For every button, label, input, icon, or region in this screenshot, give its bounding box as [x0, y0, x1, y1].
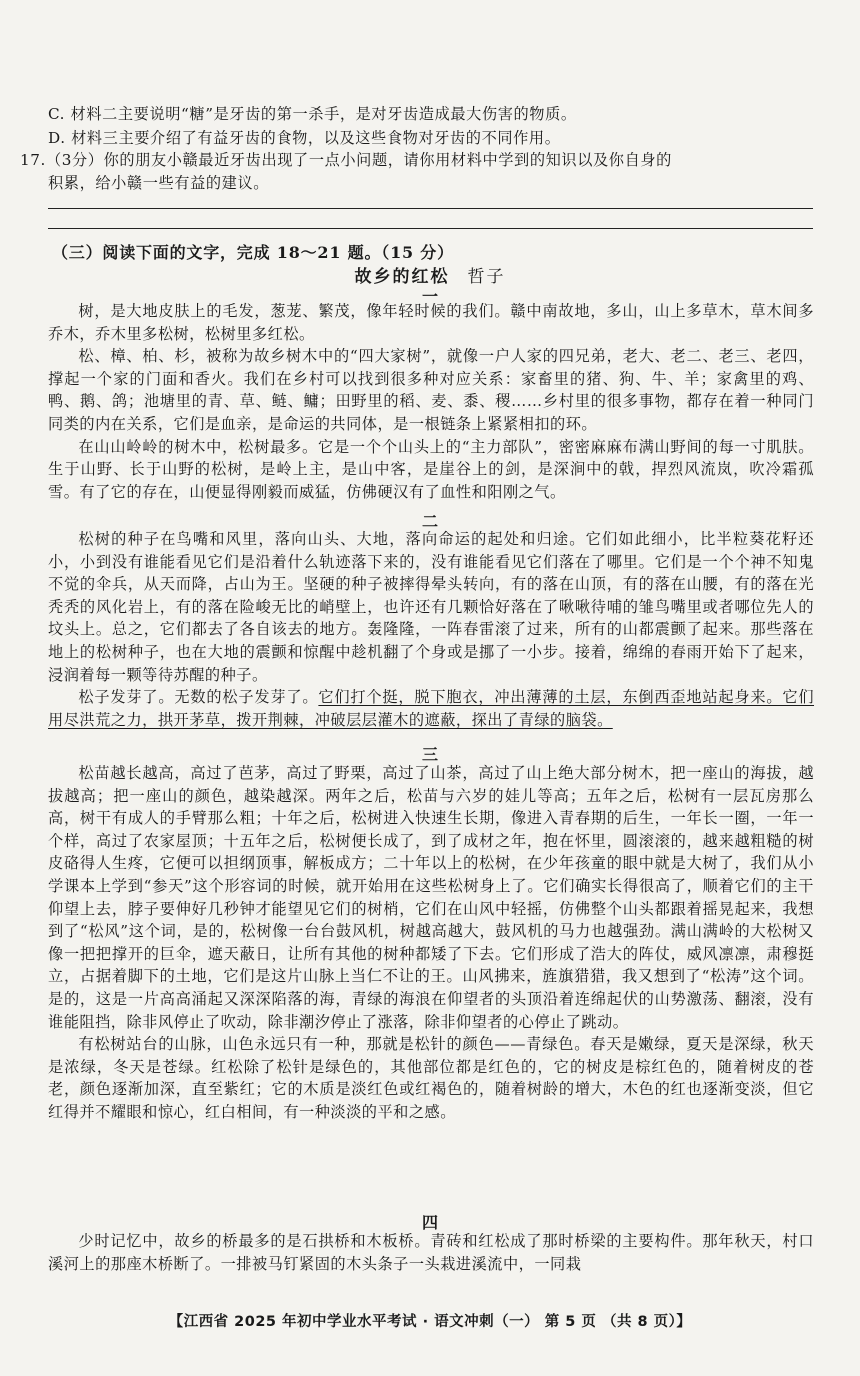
part-3 — [48, 762, 814, 1124]
question-17: 17.（3分）你的朋友小赣最近牙齿出现了一点小问题，请你用材料中学到的知识以及你自身的 — [20, 151, 672, 169]
part-numeral-3: 三 — [421, 745, 438, 764]
paragraph: 少时记忆中，故乡的桥最多的是石拱桥和木板桥。青砖和红松成了那时桥梁的主要构件。那年秋天，村口溪河上的那座木桥断了。一排被马钉紧固的木头条子一头栽进溪流中，一同栽 — [48, 1232, 814, 1273]
paragraph: 松苗越长越高，高过了芭茅，高过了野栗，高过了山茶，高过了山上绝大部分树木，把一座山的海拔，越拔越高；把一座山的颜色，越染越深。两年之后，松苗与六岁的娃儿等高；五年之后，松树有一层瓦房那么高，树干有成人的手臂那么粗；十年之后，松树进入快速生长期，像进入青春期的后生，一年长一圈，一年一个样，高过了农家屋顶；十五年之后，松树便长成了，到了成材之年，抱在怀里，圆滚滚的，越来越粗糙的树皮硌得人生疼，它便可以担纲顶事，解板成方；二十年以上的松树，在少年孩童的眼中就是大树了，我们从小学课本上学到“参天”这个形容词的时候，就开始用在这些松树身上了。它们确实长得很高了，顺着它们的主干仰望上去，脖子要伸好几秒钟才能望见它们的树梢，它们在山风中轻摇，仿佛整个山头都跟着摇晃起来，我想到了“松风”这个词，是的，松树像一台台鼓风机，树越高越大，鼓风机的马力也越强劲。满山满岭的大松树又像一把把撑开的巨伞，遮天蔽日，让所有其他的树种都矮了下去。它们形成了浩大的阵仗，威风凛凛，肃穆挺立，占据着脚下的土地，它们是这片山脉上当仁不让的王。山风拂来，旌旗猎猎，我又想到了“松涛”这个词。是的，这是一片高高涌起又深深陷落的海，青绿的海浪在仰望者的头顶沿着连绵起伏的山势激荡、翻滚，没有谁能阻挡，除非风停止了吹动，除非潮汐停止了涨落，除非仰望者的心停止了跳动。 — [48, 764, 814, 1031]
paragraph: 有松树站台的山脉，山色永远只有一种，那就是松针的颜色——青绿色。春天是嫩绿，夏天是深绿，秋天是浓绿，冬天是苍绿。红松除了松针是绿色的，其他部位都是红色的，它的树皮是棕红色的，随着树皮的苍老，颜色逐渐加深，直至紫红；它的木质是淡红色或红褐色的，随着树龄的增大，木色的红也逐渐变淡，但它红得并不耀眼和惊心，红白相间，有一种淡淡的平和之感。 — [48, 1035, 814, 1121]
option-d: D. 材料三主要介绍了有益牙齿的食物，以及这些食物对牙齿的不同作用。 — [48, 129, 561, 147]
part-2 — [48, 528, 814, 731]
part-numeral-2: 二 — [421, 512, 438, 531]
part-4 — [48, 1230, 814, 1275]
essay-title-text: 故乡的红松 — [354, 267, 450, 287]
part-numeral-1: 一 — [421, 287, 438, 306]
underlined-sentence: 它们打个挺，脱下胞衣，冲出薄薄的土层，东倒西歪地站起身来。它们用尽洪荒之力，拱开茅草，拨开荆棘，冲破层层灌木的遮蔽，探出了青绿的脑袋。 — [48, 688, 815, 729]
paragraph-underlined — [48, 686, 814, 731]
paragraph: 松、樟、柏、杉，被称为故乡树木中的“四大家树”，就像一户人家的四兄弟，老大、老二、老三、老四，撑起一个家的门面和香火。我们在乡村可以找到很多种对应关系：家畜里的猪、狗、牛、羊；家禽里的鸡、鸭、鹅、鸽；池塘里的青、草、鲢、鳙；田野里的稻、麦、黍、稷……乡村里的很多事物，都存在着一种同门同类的内在关系，它们是血亲，是命运的共同体，是一根链条上紧紧相扣的环。 — [48, 347, 814, 433]
section-heading: （三）阅读下面的文字，完成 18～21 题。（15 分） — [52, 243, 454, 262]
answer-line-2 — [48, 228, 813, 229]
essay-author: 哲子 — [467, 267, 506, 287]
option-c: C. 材料二主要说明“糖”是牙齿的第一杀手，是对牙齿造成最大伤害的物质。 — [48, 105, 577, 123]
part-1 — [48, 300, 814, 503]
page-footer: 【江西省 2025 年初中学业水平考试 · 语文冲刺（一） 第 5 页 （共 8 页）】 — [168, 1314, 692, 1330]
paragraph: 在山山岭岭的树木中，松树最多。它是一个个山头上的“主力部队”，密密麻麻布满山野间的每一寸肌肤。生于山野、长于山野的松树，是岭上主，是山中客，是崖谷上的剑，是深涧中的戟，捍烈风流岚，吹冷霜孤雪。有了它的存在，山便显得刚毅而威猛，仿佛硬汉有了血性和阳刚之气。 — [48, 437, 814, 501]
question-17-continued: 积累，给小赣一些有益的建议。 — [48, 174, 270, 192]
answer-line-1 — [48, 208, 813, 209]
short-sentence: 松子发芽了。无数的松子发芽了。 — [78, 688, 319, 707]
paragraph: 树，是大地皮肤上的毛发，葱茏、繁茂，像年轻时候的我们。赣中南故地，多山，山上多草木，草木间多乔木，乔木里多松树，松树里多红松。 — [48, 302, 814, 343]
part-numeral-4: 四 — [421, 1213, 438, 1232]
paragraph: 松树的种子在鸟嘴和风里，落向山头、大地，落向命运的起处和归途。它们如此细小，比半粒葵花籽还小，小到没有谁能看见它们是沿着什么轨迹落下来的，没有谁能看见它们落在了哪里。它们是一个个神不知鬼不觉的伞兵，从天而降，占山为王。坚硬的种子被摔得晕头转向，有的落在山顶，有的落在山腰，有的落在光秃秃的风化岩上，有的落在险峻无比的峭壁上，也许还有几颗恰好落在了啾啾待哺的雏鸟嘴里或者哪位先人的坟头上。总之，它们都去了各自该去的地方。轰隆隆，一阵春雷滚了过来，所有的山都震颤了起来。那些落在地上的松树种子，也在大地的震颤和惊醒中趁机翻了个身或是挪了一小步。接着，绵绵的春雨开始下了起来，浸润着每一颗等待苏醒的种子。 — [48, 530, 814, 684]
